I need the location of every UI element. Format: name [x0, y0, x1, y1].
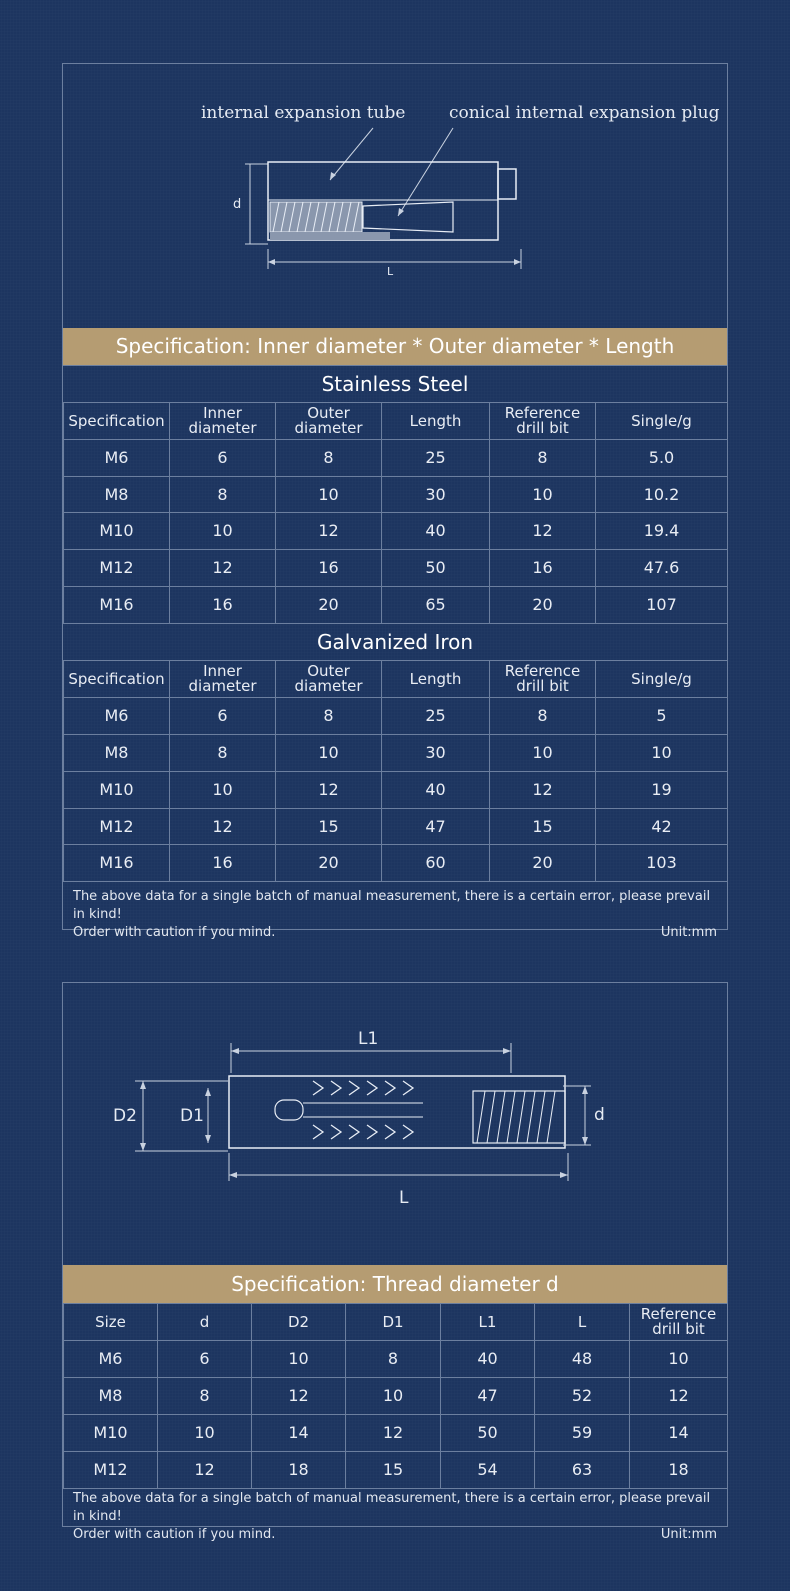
- tube-threads: [270, 202, 362, 232]
- table-row: [64, 1341, 728, 1378]
- cell-drill: 10: [490, 477, 596, 513]
- table-row: [64, 587, 728, 624]
- cell-drill: 12: [490, 772, 596, 809]
- label-d: d: [594, 1105, 605, 1125]
- cell-D2: 12: [252, 1378, 346, 1415]
- cell-spec: M16: [64, 845, 170, 882]
- cell-outer: 8: [276, 698, 382, 735]
- stainless-title: Stainless Steel: [63, 365, 727, 402]
- label-D1: D1: [180, 1106, 204, 1126]
- spec-banner: Specification: Inner diameter * Outer diameter * Length: [63, 328, 727, 365]
- cell-L1: 54: [441, 1452, 535, 1489]
- table-row: [64, 772, 728, 809]
- cell-drill: 14: [630, 1415, 728, 1452]
- cell-L1: 50: [441, 1415, 535, 1452]
- cell-inner: 10: [170, 772, 276, 809]
- thread-spec-table: [63, 1303, 728, 1489]
- L-arrow-left: [229, 1172, 237, 1178]
- cell-d: 8: [158, 1378, 252, 1415]
- note-line-1: The above data for a single batch of manual measurement, there is a certain error, please prevail in kind!: [73, 1491, 711, 1524]
- tube-drawing-svg: [63, 64, 727, 329]
- cell-drill: 10: [630, 1341, 728, 1378]
- thread-lines: [477, 1091, 555, 1143]
- note-line-2: [73, 1526, 717, 1544]
- cell-inner: 16: [170, 587, 276, 624]
- note-line-1: The above data for a single batch of manual measurement, there is a certain error, please prevail in kind!: [73, 889, 711, 922]
- spec-banner: Specification: Thread diameter d: [63, 1265, 727, 1303]
- cell-drill: 8: [490, 698, 596, 735]
- header-cell: Inner diameter: [170, 403, 276, 440]
- L-dim-arrow-left: [268, 259, 275, 265]
- header-cell: L: [535, 1304, 630, 1341]
- cell-drill: 20: [490, 845, 596, 882]
- cell-inner: 6: [170, 440, 276, 477]
- header-cell: Inner diameter: [170, 661, 276, 698]
- d-arrow-bottom: [582, 1137, 588, 1145]
- cell-outer: 15: [276, 809, 382, 845]
- cell-outer: 8: [276, 440, 382, 477]
- cell-size: M10: [64, 1415, 158, 1452]
- cell-drill: 8: [490, 440, 596, 477]
- cell-D1: 15: [346, 1452, 441, 1489]
- cell-spec: M8: [64, 477, 170, 513]
- note-line-2: [73, 924, 717, 942]
- label-tube: internal expansion tube: [201, 103, 406, 123]
- cell-drill: 10: [490, 735, 596, 772]
- header-cell: Reference drill bit: [490, 403, 596, 440]
- header-cell: Length: [382, 661, 490, 698]
- cell-length: 25: [382, 440, 490, 477]
- D2-arrow-bottom: [140, 1143, 146, 1151]
- header-cell: D1: [346, 1304, 441, 1341]
- table-row: [64, 1415, 728, 1452]
- chevron-pattern-top: [313, 1081, 413, 1095]
- cell-length: 47: [382, 809, 490, 845]
- header-cell: Length: [382, 403, 490, 440]
- cell-L: 52: [535, 1378, 630, 1415]
- table-row: [64, 1452, 728, 1489]
- cell-length: 30: [382, 477, 490, 513]
- D1-arrow-top: [205, 1088, 211, 1096]
- cell-spec: M6: [64, 440, 170, 477]
- header-cell: Specification: [64, 661, 170, 698]
- label-plug: conical internal expansion plug: [449, 103, 720, 123]
- cell-size: M12: [64, 1452, 158, 1489]
- cell-inner: 10: [170, 513, 276, 550]
- cell-spec: M12: [64, 809, 170, 845]
- cell-weight: 5.0: [596, 440, 728, 477]
- cell-inner: 6: [170, 698, 276, 735]
- leader-tube: [330, 128, 373, 180]
- cell-inner: 12: [170, 550, 276, 587]
- header-cell: d: [158, 1304, 252, 1341]
- tube-shading: [270, 232, 390, 240]
- cell-weight: 107: [596, 587, 728, 624]
- cell-weight: 19.4: [596, 513, 728, 550]
- cell-D2: 10: [252, 1341, 346, 1378]
- cell-inner: 8: [170, 477, 276, 513]
- cell-inner: 16: [170, 845, 276, 882]
- table-row: [64, 845, 728, 882]
- measurement-note: [63, 1488, 727, 1542]
- table-row: [64, 440, 728, 477]
- cell-weight: 47.6: [596, 550, 728, 587]
- table-row: [64, 513, 728, 550]
- cell-length: 65: [382, 587, 490, 624]
- cell-length: 40: [382, 513, 490, 550]
- cell-drill: 18: [630, 1452, 728, 1489]
- cell-L1: 47: [441, 1378, 535, 1415]
- cell-length: 25: [382, 698, 490, 735]
- cell-length: 30: [382, 735, 490, 772]
- table-row: [64, 1378, 728, 1415]
- cell-length: 50: [382, 550, 490, 587]
- table-header-row: [64, 1304, 728, 1341]
- header-cell: Single/g: [596, 403, 728, 440]
- cell-outer: 20: [276, 587, 382, 624]
- cell-D1: 8: [346, 1341, 441, 1378]
- cell-D2: 18: [252, 1452, 346, 1489]
- stainless-table: [63, 402, 728, 624]
- L-dim-arrow-right: [514, 259, 521, 265]
- D2-arrow-top: [140, 1081, 146, 1089]
- D1-arrow-bottom: [205, 1135, 211, 1143]
- header-cell: D2: [252, 1304, 346, 1341]
- table-header-row: [64, 661, 728, 698]
- cell-inner: 8: [170, 735, 276, 772]
- cell-drill: 12: [630, 1378, 728, 1415]
- cell-size: M6: [64, 1341, 158, 1378]
- cell-L: 63: [535, 1452, 630, 1489]
- anchor-diagram: [63, 983, 727, 1263]
- header-cell: Reference drill bit: [630, 1304, 728, 1341]
- cell-d: 10: [158, 1415, 252, 1452]
- cell-size: M8: [64, 1378, 158, 1415]
- measurement-note: [63, 886, 727, 940]
- anchor-body: [229, 1076, 565, 1148]
- table-row: [64, 698, 728, 735]
- plug-shape: [363, 202, 453, 232]
- cell-d: 12: [158, 1452, 252, 1489]
- cell-L1: 40: [441, 1341, 535, 1378]
- cell-inner: 12: [170, 809, 276, 845]
- slot-left: [275, 1100, 303, 1120]
- header-cell: L1: [441, 1304, 535, 1341]
- note-caution: Order with caution if you mind.: [73, 925, 276, 940]
- table-row: [64, 477, 728, 513]
- unit-label: Unit:mm: [660, 1527, 717, 1542]
- cell-D1: 12: [346, 1415, 441, 1452]
- spec-panel-thread-diameter: [62, 982, 728, 1542]
- header-cell: Single/g: [596, 661, 728, 698]
- note-caution: Order with caution if you mind.: [73, 1527, 276, 1542]
- header-cell: Reference drill bit: [490, 661, 596, 698]
- cell-outer: 10: [276, 477, 382, 513]
- cell-outer: 12: [276, 772, 382, 809]
- cell-drill: 16: [490, 550, 596, 587]
- cell-drill: 12: [490, 513, 596, 550]
- cell-weight: 10: [596, 735, 728, 772]
- tube-end-cap: [498, 169, 516, 199]
- cell-L: 48: [535, 1341, 630, 1378]
- cell-length: 60: [382, 845, 490, 882]
- galvanized-table: [63, 660, 728, 882]
- cell-d: 6: [158, 1341, 252, 1378]
- label-L1: L1: [358, 1029, 379, 1049]
- unit-label: Unit:mm: [660, 925, 717, 940]
- cell-outer: 12: [276, 513, 382, 550]
- label-L: L: [387, 265, 394, 278]
- spec-panel-internal-expansion: [62, 63, 728, 940]
- L-arrow-right: [560, 1172, 568, 1178]
- cell-weight: 5: [596, 698, 728, 735]
- cell-drill: 15: [490, 809, 596, 845]
- tube-diagram: [63, 64, 727, 329]
- cell-spec: M10: [64, 772, 170, 809]
- cell-outer: 16: [276, 550, 382, 587]
- label-d: d: [233, 197, 242, 212]
- cell-D2: 14: [252, 1415, 346, 1452]
- cell-outer: 10: [276, 735, 382, 772]
- cell-spec: M8: [64, 735, 170, 772]
- cell-weight: 10.2: [596, 477, 728, 513]
- anchor-drawing-svg: [63, 983, 727, 1263]
- cell-spec: M12: [64, 550, 170, 587]
- header-cell: Specification: [64, 403, 170, 440]
- cell-spec: M16: [64, 587, 170, 624]
- label-D2: D2: [113, 1106, 137, 1126]
- table-header-row: [64, 403, 728, 440]
- header-cell: Size: [64, 1304, 158, 1341]
- cell-spec: M6: [64, 698, 170, 735]
- table-row: [64, 735, 728, 772]
- cell-weight: 19: [596, 772, 728, 809]
- cell-D1: 10: [346, 1378, 441, 1415]
- cell-length: 40: [382, 772, 490, 809]
- header-cell: Outer diameter: [276, 403, 382, 440]
- cell-spec: M10: [64, 513, 170, 550]
- cell-L: 59: [535, 1415, 630, 1452]
- L1-arrow-left: [231, 1048, 239, 1054]
- label-L: L: [399, 1188, 409, 1208]
- cell-outer: 20: [276, 845, 382, 882]
- chevron-pattern-bottom: [313, 1125, 413, 1139]
- cell-drill: 20: [490, 587, 596, 624]
- table-row: [64, 550, 728, 587]
- L1-arrow-right: [503, 1048, 511, 1054]
- d-arrow-top: [582, 1086, 588, 1094]
- leader-plug-arrow: [398, 208, 404, 216]
- header-cell: Outer diameter: [276, 661, 382, 698]
- cell-weight: 42: [596, 809, 728, 845]
- cell-weight: 103: [596, 845, 728, 882]
- galvanized-title: Galvanized Iron: [316, 630, 474, 654]
- table-row: [64, 809, 728, 845]
